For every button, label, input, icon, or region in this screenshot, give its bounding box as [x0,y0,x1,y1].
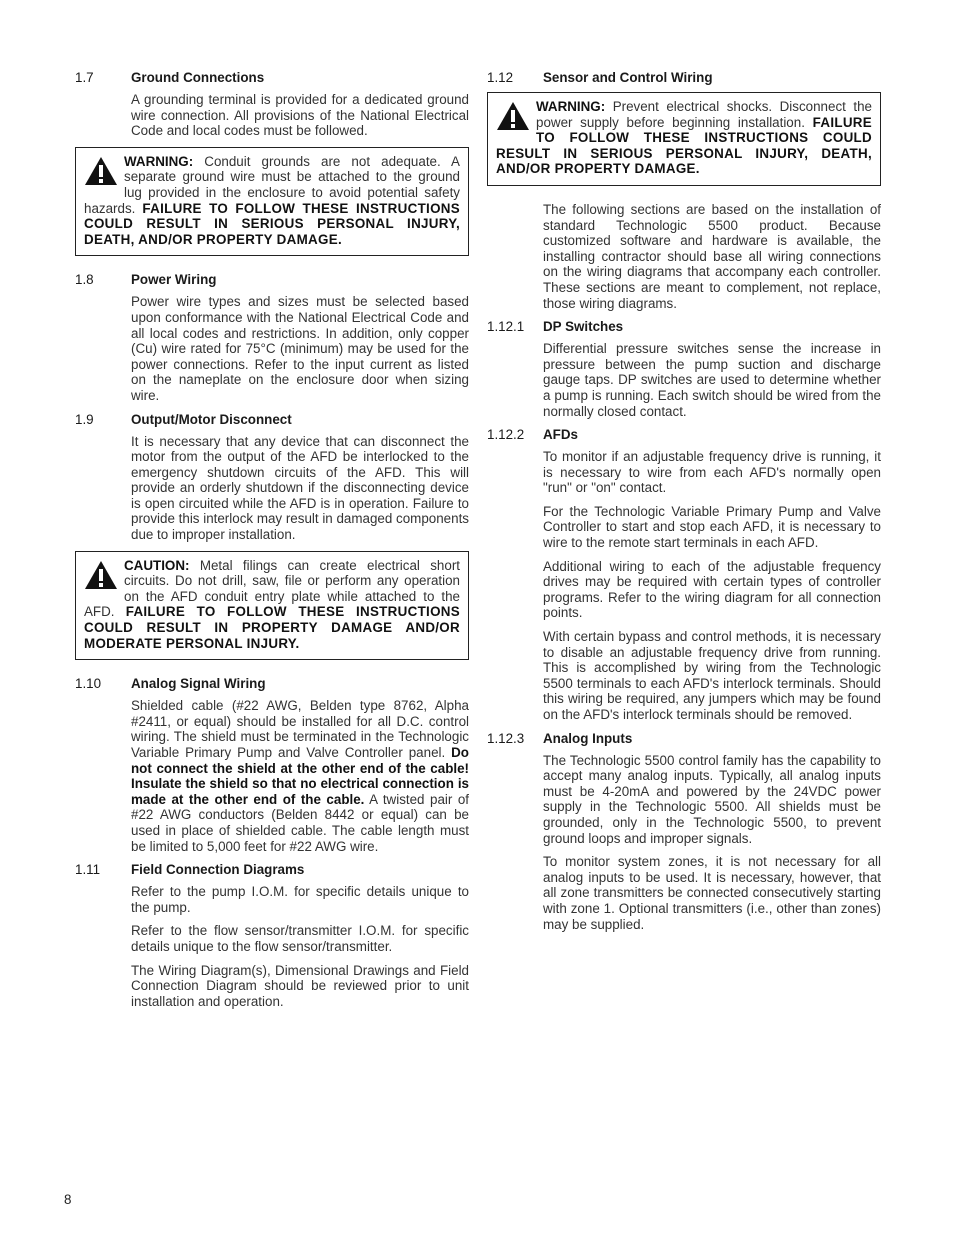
paragraph: A grounding terminal is provided for a dedicated ground wire connection. All provisions of the National Electrical Code and local codes must be followed. [131,92,469,139]
section-number: 1.10 [75,676,102,692]
left-column [75,70,469,1017]
paragraph: To monitor system zones, it is not necessary for all analog inputs to be used. It is necessary, however, that all zone transmitters be connected consecutively starting with zone 1. Optional transmitters (i.e., other than zones) may be supplied. [543,854,881,932]
warning-text: Prevent electrical shocks. Disconnect the power supply before beginning installation. [536,99,872,130]
section-title: Analog Signal Wiring [131,676,266,692]
caution-label: CAUTION: [124,557,190,573]
paragraph: To monitor if an adjustable frequency drive is running, it is necessary to wire from each AFD's normally open "run" or "on" contact. [543,449,881,496]
paragraph: The Wiring Diagram(s), Dimensional Drawings and Field Connection Diagram should be reviewed prior to unit installation and operation. [131,962,469,1009]
caution-caps-text: FAILURE TO FOLLOW THESE INSTRUCTIONS COULD RESULT IN PROPERTY DAMAGE AND/OR MODERATE PERSONAL INJURY. [84,604,460,651]
paragraph: The following sections are based on the installation of standard Technologic 5500 product. Because customized software and hardware is available, the installing contractor should base all wiring connections on the wiring diagrams that accompany each controller. These sections are meant to complement, not replace, those wiring diagrams. [543,201,881,311]
section-heading-1-10 [75,676,469,692]
section-title: DP Switches [543,319,624,335]
paragraph: Additional wiring to each of the adjustable frequency drives may be required with certain types of controller programs. Refer to the wiring diagram for all connection points. [543,558,881,621]
warning-caps-text: FAILURE TO FOLLOW THESE INSTRUCTIONS COULD RESULT IN SERIOUS PERSONAL INJURY, DEATH, AND/OR PROPERTY DAMAGE. [84,200,460,247]
section-number: 1.12 [487,70,514,85]
paragraph-bold-text: Do not connect the shield at the other end of the cable! Insulate the shield so that no electrical connection is made at the other end of the cable. [131,745,469,807]
section-title: Ground Connections [131,70,265,85]
paragraph: For the Technologic Variable Primary Pump and Valve Controller to start and stop each AFD, it is necessary to wire to the remote start terminals in each AFD. [543,503,881,551]
paragraph: Refer to the flow sensor/transmitter I.O.M. for specific details unique to the flow sensor/transmitter. [131,923,469,954]
section-heading-1-12-1 [487,319,881,335]
section-number: 1.8 [75,272,94,288]
paragraph: It is necessary that any device that can disconnect the motor from the output of the AFD be interlocked to the emergency shutdown circuits of the AFD. This will provide an orderly shutdown if the disconnecting device is open circuited while the AFD is in operation. Failure to provide this interlock may result in damaged components due to improper installation. [131,433,469,543]
section-title: Field Connection Diagrams [131,862,305,878]
warning-triangle-icon [496,101,530,131]
section-heading-1-9 [75,412,469,428]
section-title: Sensor and Control Wiring [543,70,713,85]
caution-box [75,551,469,661]
paragraph: The Technologic 5500 control family has the capability to accept many analog inputs. Typically, all analog inputs must be 4-20mA and powered by the 24VDC power supply in the Technologic 5500. All shields must be grounded, only in the Technologic 5500, to prevent ground loops and improper signals. [543,752,881,846]
section-heading-1-12-2 [487,427,881,443]
section-title: Power Wiring [131,272,217,288]
section-title: AFDs [543,427,578,443]
paragraph [131,698,469,854]
warning-caps-text: FAILURE TO FOLLOW THESE INSTRUCTIONS COULD RESULT IN SERIOUS PERSONAL INJURY, DEATH, AND/OR PROPERTY DAMAGE. [496,114,872,177]
section-heading-1-11 [75,862,469,878]
paragraph-text: Shielded cable (#22 AWG, Belden type 8762, Alpha #2411, or equal) should be installed for all D.C. control wiring. The shield must be terminated in the Technologic Variable Primary Pump and Valve Controller panel. [131,698,469,760]
paragraph: Differential pressure switches sense the increase in pressure between the pump suction and discharge gauge taps. DP switches are used to determine whether a pump is running. Each switch should be wired from the normally closed contact. [543,341,881,419]
caution-text: Metal filings can create electrical short circuits. Do not drill, saw, file or perform any operation on the AFD conduit entry plate while attached to the AFD. [84,557,460,620]
paragraph: Power wire types and sizes must be selected based upon conformance with the National Electrical Code and all local codes and restrictions. In addition, only copper (Cu) wire rated for 75°C (minimum) may be used for the power connections. Refer to the input current as listed on the nameplate on the enclosure door when sizing wire. [131,294,469,403]
section-number: 1.12.1 [487,319,525,335]
section-title: Analog Inputs [543,730,633,746]
paragraph: With certain bypass and control methods, it is necessary to disable an adjustable frequency drive from running. This is accomplished by wiring from the Technologic 5500 terminals to each AFD's interlock terminals. Should this wiring be required, any jumpers which may be found on the AFD's interlock terminals should be removed. [543,629,881,722]
warning-box [487,92,881,186]
section-heading-1-8 [75,272,469,288]
page-number: 8 [64,1192,72,1207]
warning-text: Conduit grounds are not adequate. A separate ground wire must be attached to the ground lug provided in the enclosure to avoid potential safety hazards. [84,153,460,216]
warning-triangle-icon [84,156,118,186]
section-heading-1-12-3 [487,731,881,747]
section-number: 1.12.3 [487,730,525,746]
section-number: 1.7 [75,70,94,85]
warning-box [75,147,469,257]
paragraph-text: A twisted pair of #22 AWG conductors (Belden 8442 or equal) can be used in place of shielded cable. The cable length must be limited to 5,000 feet for #22 AWG wire. [131,791,469,854]
section-number: 1.9 [75,411,94,427]
section-heading-1-7 [75,70,469,86]
paragraph: Refer to the pump I.O.M. for specific details unique to the pump. [131,884,469,915]
warning-label: WARNING: [124,153,194,169]
section-number: 1.12.2 [487,427,525,443]
right-column [487,70,881,940]
section-title: Output/Motor Disconnect [131,411,292,427]
section-number: 1.11 [75,862,101,878]
warning-label: WARNING: [536,99,606,114]
section-heading-1-12 [487,70,881,86]
warning-triangle-icon [84,560,118,590]
